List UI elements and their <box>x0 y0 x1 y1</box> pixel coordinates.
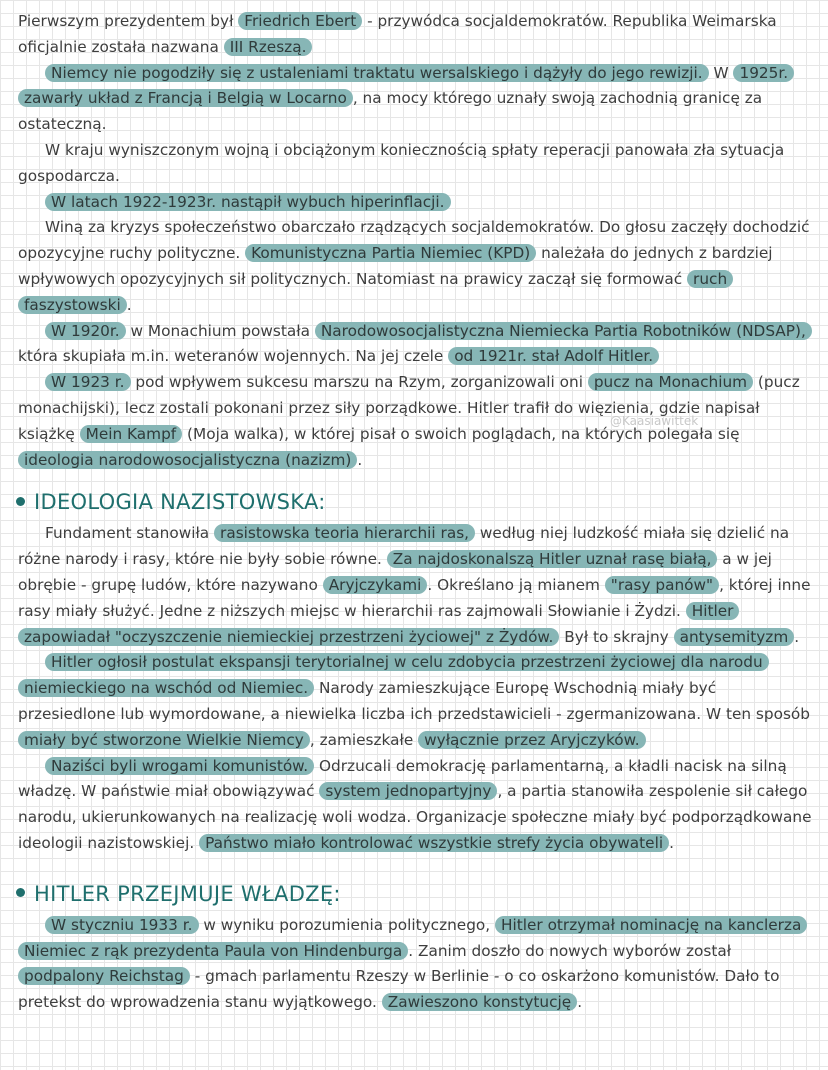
bullet-icon <box>16 497 25 506</box>
highlighted-text: W latach 1922-1923r. nastąpił wybuch hiperinflacji. <box>45 193 451 211</box>
paragraph-president <box>18 9 814 61</box>
text-run: (Moja walka), w której pisał o swoich poglądach, na których polegała się <box>182 424 740 443</box>
text-run: , na mocy którego uznały swoją zachodnią granicę za ostateczną. <box>18 89 763 134</box>
highlighted-text: 1925r. zawarły układ z Francją i Belgią w Locarno <box>18 64 794 108</box>
text-run: . <box>357 450 363 469</box>
highlighted-text: podpalony Reichstag <box>18 967 190 985</box>
paragraph-economy <box>18 138 814 190</box>
paragraph-nsdap <box>18 319 814 371</box>
text-run: Fundament stanowiła <box>45 524 215 543</box>
highlighted-text: antysemityzm <box>674 628 795 646</box>
section-title-ideology <box>16 487 814 517</box>
highlighted-text: Państwo miało kontrolować wszystkie strefy życia obywateli <box>199 834 669 852</box>
highlighted-text: wyłącznie przez Aryjczyków. <box>418 731 645 749</box>
text-run: Pierwszym prezydentem był <box>18 12 239 30</box>
paragraph-anti-communism <box>18 754 814 857</box>
text-run: W <box>708 63 734 82</box>
text-run: . Zanim doszło do nowych wyborów został <box>408 941 732 960</box>
paragraph-versailles <box>18 61 814 138</box>
text-run: . <box>577 993 583 1012</box>
text-run: Winą za kryzys społeczeństwo obarczało rządzących socjaldemokratów. Do głosu zaczęły dochodzić opozycyjne ruchy polityczne. <box>18 218 810 263</box>
section-title-power-text: HITLER PRZEJMUJE WŁADZĘ: <box>34 881 341 906</box>
watermark: @Kaasiawittek <box>610 414 699 428</box>
text-run: należała do jednych z bardziej wpływowych opozycyjnych sił politycznych. Natomiast na prawicy zaczął się formować <box>18 244 773 288</box>
paragraph-opposition <box>18 215 814 318</box>
text-run: . <box>126 295 132 314</box>
highlighted-text: Za najdoskonalszą Hitler uznał rasę białą, <box>387 550 718 568</box>
paragraph-expansion <box>18 650 814 753</box>
highlighted-text: system jednopartyjny <box>319 782 497 800</box>
text-run: - gmach parlamentu Rzeszy w Berlinie - o co oskarżono komunistów. Dało to pretekst do wprowadzenia stanu wyjątkowego. <box>18 967 780 1012</box>
text-run: . <box>669 833 674 852</box>
highlighted-text: III Rzeszą. <box>224 38 313 56</box>
highlighted-text: ruch faszystowski <box>18 270 733 314</box>
highlighted-text: Hitler otrzymał nominację na kanclerza Niemiec z rąk prezydenta Paula von Hindenburga <box>18 916 807 960</box>
highlighted-text: ideologia narodowosocjalistyczna (nazizm) <box>18 451 357 469</box>
highlighted-text: Aryjczykami <box>323 576 428 594</box>
highlighted-text: W styczniu 1933 r. <box>45 916 199 934</box>
text-run: a w jej obrębie - grupę ludów, które nazywano <box>18 550 772 594</box>
highlighted-text: Friedrich Ebert <box>238 12 362 30</box>
highlighted-text: rasistowska teoria hierarchii ras, <box>214 524 475 542</box>
highlighted-text: W 1920r. <box>45 322 126 340</box>
text-run: , a partia stanowiła zespolenie sił całego narodu, ukierunkowanych na realizację woli wodza. Organizacje społeczne miały być podporządkowane ideologii nazistowskiej. <box>18 782 812 852</box>
text-run: w Monachium powstała <box>125 321 315 340</box>
highlighted-text: Zawieszono konstytucję <box>382 993 577 1011</box>
paragraph-hyperinflation <box>18 190 814 216</box>
text-run: , zamieszkałe <box>309 730 419 749</box>
text-run: Narody zamieszkujące Europę Wschodnią miały być przesiedlone lub wymordowane, a niewielka liczba ich przedstawicieli - zgermanizowana. W ten sposób <box>18 679 811 723</box>
note-page <box>18 9 814 1016</box>
highlighted-text: "rasy panów" <box>605 576 719 594</box>
text-run: W kraju wyniszczonym wojną i obciążonym koniecznością spłaty reperacji panowała zła sytuacja gospodarcza. <box>18 140 785 185</box>
section-title-power <box>16 879 814 909</box>
highlighted-text: pucz na Monachium <box>588 373 753 391</box>
text-run: (pucz monachijski), lecz zostali pokonani przez siły porządkowe. Hitler trafił do więzienia, gdzie napisał książkę <box>18 373 800 443</box>
highlighted-text: Hitler ogłosił postulat ekspansji terytorialnej w celu zdobycia przestrzeni życiowej dla narodu niemieckiego na wschód od Niemiec. <box>18 653 769 697</box>
text-run: która skupiała m.in. weteranów wojennych. Na jej czele <box>18 347 449 366</box>
text-run: Odrzucali demokrację parlamentarną, a kładli nacisk na silną władzę. W państwie miał obowiązywać <box>18 756 787 801</box>
text-run: . Określano ją mianem <box>427 575 605 594</box>
text-run: w wyniku porozumienia politycznego, <box>198 915 495 934</box>
highlighted-text: od 1921r. stał Adolf Hitler. <box>448 347 659 365</box>
highlighted-text: Hitler zapowiadał "oczyszczenie niemieckiej przestrzeni życiowej" z Żydów. <box>18 602 739 646</box>
highlighted-text: Komunistyczna Partia Niemiec (KPD) <box>245 244 536 262</box>
section-title-ideology-text: IDEOLOGIA NAZISTOWSKA: <box>34 490 326 515</box>
text-run: , której inne rasy miały służyć. Jedne z niższych miejsc w hierarchii ras zajmowali Słowianie i Żydzi. <box>18 575 811 620</box>
highlighted-text: W 1923 r. <box>45 373 131 391</box>
text-run: . <box>794 627 800 646</box>
bullet-icon <box>16 888 25 897</box>
text-run: według niej ludzkość miała się dzielić na różne narody i rasy, które nie były sobie równe. <box>18 524 790 569</box>
paragraph-chancellor <box>18 913 814 1016</box>
highlighted-text: Mein Kampf <box>80 425 183 443</box>
text-run: - przywódca socjaldemokratów. Republika Weimarska oficjalnie została nazwana <box>18 12 777 56</box>
paragraph-race-theory <box>18 521 814 650</box>
highlighted-text: Narodowosocjalistyczna Niemiecka Partia Robotników (NDSAP), <box>315 322 812 340</box>
text-run: pod wpływem sukcesu marszu na Rzym, zorganizowali oni <box>130 373 588 392</box>
text-run: Był to skrajny <box>559 627 674 646</box>
highlighted-text: Naziści byli wrogami komunistów. <box>45 757 314 775</box>
highlighted-text: miały być stworzone Wielkie Niemcy <box>18 731 310 749</box>
highlighted-text: Niemcy nie pogodziły się z ustaleniami traktatu wersalskiego i dążyły do jego rewizji. <box>45 64 709 82</box>
